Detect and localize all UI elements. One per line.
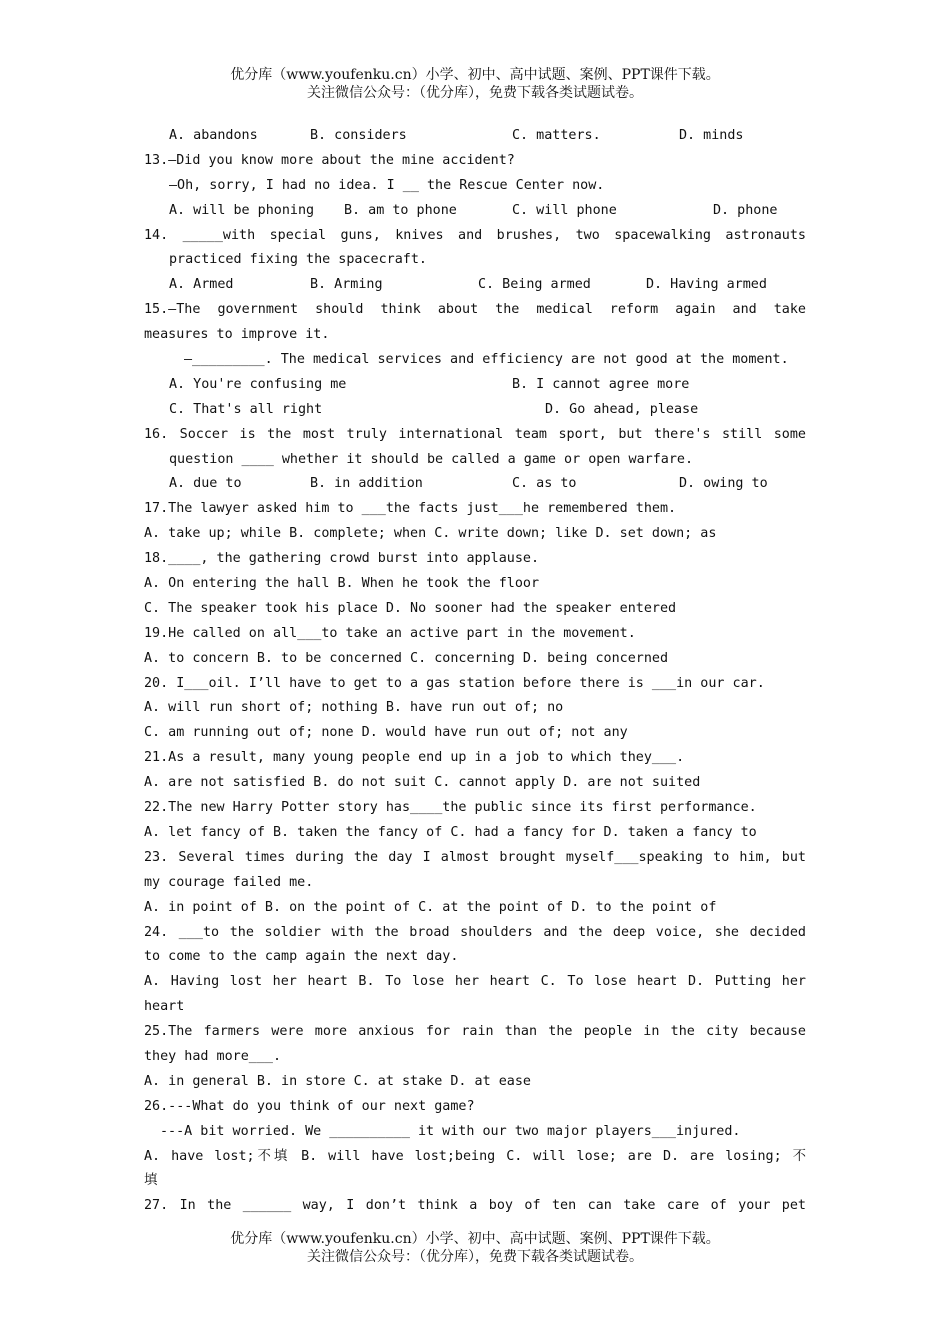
question-17-options: A. take up; while B. complete; when C. write down; like D. set down; as bbox=[144, 526, 717, 542]
header-line-2: 关注微信公众号：（优分库），免费下载各类试题试卷。 bbox=[307, 85, 643, 101]
question-15-options-row-2 bbox=[144, 398, 806, 423]
question-14-stem: 14. _____with special guns, knives and brushes, two spacewalking astronauts bbox=[144, 227, 806, 243]
option-c: C. as to bbox=[512, 476, 577, 492]
question-15-reply: —_________. The medical services and efficiency are not good at the moment. bbox=[184, 352, 789, 368]
question-26-reply: ---A bit worried. We __________ it with our two major players___injured. bbox=[160, 1123, 741, 1139]
option-a: A. Armed bbox=[169, 277, 234, 293]
option-d: D. Having armed bbox=[646, 277, 767, 293]
question-13-stem: 13.—Did you know more about the mine accident? bbox=[144, 152, 515, 168]
option-c: C. That's all right bbox=[169, 401, 323, 417]
page-footer bbox=[0, 1230, 950, 1266]
option-d: D. phone bbox=[713, 202, 778, 218]
question-24-stem-cont: to come to the camp again the next day. bbox=[144, 949, 459, 965]
question-18-options-row-2: C. The speaker took his place D. No sooner had the speaker entered bbox=[144, 600, 677, 616]
option-b: B. I cannot agree more bbox=[512, 376, 690, 392]
question-26-stem: 26.---What do you think of our next game? bbox=[144, 1098, 475, 1114]
question-24-options: A. Having lost her heart B. To lose her heart C. To lose heart D. Putting her bbox=[144, 974, 806, 990]
option-c: C. will phone bbox=[512, 202, 617, 218]
question-25-options: A. in general B. in store C. at stake D. at ease bbox=[144, 1073, 531, 1089]
question-23-options: A. in point of B. on the point of C. at the point of D. to the point of bbox=[144, 899, 717, 915]
question-18-options-row-1: A. On entering the hall B. When he took the floor bbox=[144, 576, 540, 592]
question-15-stem: 15.—The government should think about the medical reform again and take bbox=[144, 302, 806, 318]
option-a: A. due to bbox=[169, 476, 242, 492]
question-27-stem: 27. In the ______ way, I don’t think a boy of ten can take care of your pet bbox=[144, 1198, 806, 1214]
question-25-stem: 25.The farmers were more anxious for rain than the people in the city because bbox=[144, 1024, 806, 1040]
option-a: A. You're confusing me bbox=[169, 376, 347, 392]
question-23-stem-cont: my courage failed me. bbox=[144, 874, 314, 890]
question-25-stem-cont: they had more___. bbox=[144, 1048, 282, 1064]
question-15-options-row-1 bbox=[144, 373, 806, 398]
option-a: A. abandons bbox=[169, 128, 258, 143]
question-21-stem: 21.As a result, many young people end up in a job to which they___. bbox=[144, 750, 685, 766]
question-13-reply: —Oh, sorry, I had no idea. I __ the Rescue Center now. bbox=[169, 177, 605, 193]
question-24-stem: 24. ___to the soldier with the broad shoulders and the deep voice, she decided bbox=[144, 924, 806, 940]
option-d: D. Go ahead, please bbox=[545, 401, 699, 417]
question-23-stem: 23. Several times during the day I almost brought myself___speaking to him, but bbox=[144, 849, 806, 865]
option-b: B. am to phone bbox=[344, 202, 457, 218]
question-16-options bbox=[144, 472, 806, 497]
option-b: B. in addition bbox=[310, 476, 423, 492]
question-19-options: A. to concern B. to be concerned C. concerning D. being concerned bbox=[144, 650, 669, 666]
option-b: B. Arming bbox=[310, 277, 383, 293]
option-c: C. matters. bbox=[512, 128, 601, 143]
question-list bbox=[144, 124, 806, 1219]
question-24-options-cont: heart bbox=[144, 999, 185, 1015]
question-13-options bbox=[144, 199, 806, 224]
question-26-options-cont: 填 bbox=[144, 1173, 158, 1189]
question-20-options-row-2: C. am running out of; none D. would have run out of; not any bbox=[144, 725, 628, 741]
question-14-stem-cont: practiced fixing the spacecraft. bbox=[169, 252, 427, 268]
option-a: A. will be phoning bbox=[169, 202, 315, 218]
page-header bbox=[0, 66, 950, 102]
question-14-options bbox=[144, 273, 806, 298]
question-19-stem: 19.He called on all___to take an active part in the movement. bbox=[144, 625, 636, 641]
question-26-options: A. have lost;不填 B. will have lost;being C. will lose; are D. are losing; 不 bbox=[144, 1148, 806, 1164]
question-20-options-row-1: A. will run short of; nothing B. have run out of; no bbox=[144, 700, 564, 716]
question-21-options: A. are not satisfied B. do not suit C. cannot apply D. are not suited bbox=[144, 775, 701, 791]
question-22-options: A. let fancy of B. taken the fancy of C. had a fancy for D. taken a fancy to bbox=[144, 824, 757, 840]
header-line-1: 优分库（www.youfenku.cn）小学、初中、高中试题、案例、PPT课件下载。 bbox=[230, 67, 720, 83]
question-16-stem-cont: question ____ whether it should be called a game or open warfare. bbox=[169, 451, 694, 467]
footer-line-2: 关注微信公众号：（优分库），免费下载各类试题试卷。 bbox=[307, 1249, 643, 1265]
option-d: D. owing to bbox=[679, 476, 768, 492]
question-22-stem: 22.The new Harry Potter story has____the public since its first performance. bbox=[144, 800, 757, 816]
question-17-stem: 17.The lawyer asked him to ___the facts just___he remembered them. bbox=[144, 501, 677, 517]
question-12-options bbox=[144, 124, 806, 149]
question-18-stem: 18.____, the gathering crowd burst into applause. bbox=[144, 551, 540, 567]
question-15-stem-cont: measures to improve it. bbox=[144, 327, 330, 343]
question-16-stem: 16. Soccer is the most truly international team sport, but there's still some bbox=[144, 426, 806, 442]
option-b: B. considers bbox=[310, 128, 407, 143]
option-d: D. minds bbox=[679, 128, 744, 143]
question-20-stem: 20. I___oil. I’ll have to get to a gas station before there is ___in our car. bbox=[144, 675, 765, 691]
option-c: C. Being armed bbox=[478, 277, 591, 293]
footer-line-1: 优分库（www.youfenku.cn）小学、初中、高中试题、案例、PPT课件下载。 bbox=[230, 1231, 720, 1247]
